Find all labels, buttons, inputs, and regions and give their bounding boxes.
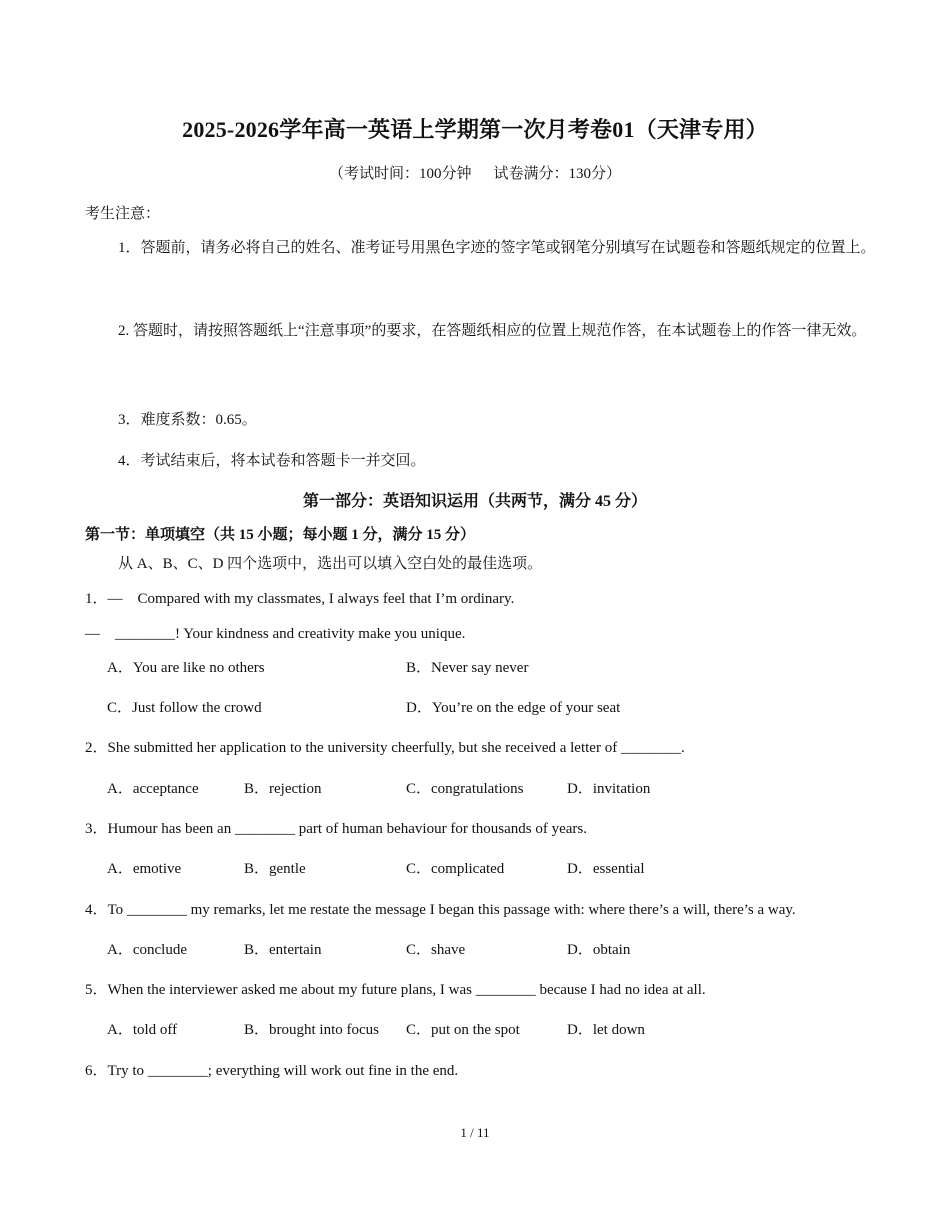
question-2-option-a[interactable]: A．acceptance — [107, 781, 199, 797]
notice-heading: 考生注意： — [85, 206, 161, 222]
part-title: 第一部分：英语知识运用（共两节，满分 45 分） — [302, 493, 647, 510]
notice-item-3: 3．难度系数：0.65。 — [118, 412, 257, 428]
question-2-option-c[interactable]: C．congratulations — [406, 781, 524, 797]
question-4-option-d[interactable]: D．obtain — [567, 942, 631, 958]
notice-item-4: 4．考试结束后，将本试卷和答题卡一并交回。 — [118, 453, 426, 469]
question-4-stem: 4．To ________ my remarks, let me restate the message I began this passage with: where there’s a will, there’s a way. — [85, 902, 796, 918]
question-1-option-c[interactable]: C．Just follow the crowd — [107, 700, 262, 716]
notice-item-2: 2. 答题时，请按照答题纸上“注意事项”的要求，在答题纸相应的位置上规范作答，在本试题卷上的作答一律无效。 — [118, 323, 867, 339]
question-3-option-a[interactable]: A．emotive — [107, 861, 182, 877]
notice-item-1: 1．答题前，请务必将自己的姓名、准考证号用黑色字迹的签字笔或钢笔分别填写在试题卷和答题纸规定的位置上。 — [118, 240, 876, 256]
question-2-stem: 2．She submitted her application to the university cheerfully, but she received a letter of ________. — [85, 740, 685, 756]
question-5-option-c[interactable]: C．put on the spot — [406, 1022, 520, 1038]
exam-info — [0, 162, 950, 183]
score-info: 试卷满分：130分） — [493, 166, 622, 182]
question-5-option-b[interactable]: B．brought into focus — [244, 1022, 379, 1038]
question-1-option-d[interactable]: D．You’re on the edge of your seat — [406, 700, 621, 716]
question-5-stem: 5．When the interviewer asked me about my future plans, I was ________ because I had no idea at all. — [85, 982, 706, 998]
question-6-stem: 6．Try to ________; everything will work out fine in the end. — [85, 1063, 459, 1079]
question-3-option-b[interactable]: B．gentle — [244, 861, 306, 877]
page-number: 1 / 11 — [460, 1125, 490, 1140]
question-1-option-a[interactable]: A．You are like no others — [107, 660, 265, 676]
question-2-option-b[interactable]: B．rejection — [244, 781, 322, 797]
question-3-option-c[interactable]: C．complicated — [406, 861, 505, 877]
question-2-option-d[interactable]: D．invitation — [567, 781, 651, 797]
page-title: 2025-2026学年高一英语上学期第一次月考卷01（天津专用） — [182, 117, 768, 142]
question-4-option-b[interactable]: B．entertain — [244, 942, 322, 958]
question-4-option-c[interactable]: C．shave — [406, 942, 466, 958]
question-4-option-a[interactable]: A．conclude — [107, 942, 187, 958]
question-1-option-b[interactable]: B．Never say never — [406, 660, 529, 676]
question-1-line-1: 1．— Compared with my classmates, I always feel that I’m ordinary. — [85, 591, 515, 607]
question-3-option-d[interactable]: D．essential — [567, 861, 645, 877]
question-5-option-d[interactable]: D．let down — [567, 1022, 645, 1038]
instruction: 从 A、B、C、D 四个选项中，选出可以填入空白处的最佳选项。 — [118, 556, 543, 572]
question-1-line-2: — ________! Your kindness and creativity make you unique. — [85, 626, 466, 642]
time-info: （考试时间：100分钟 — [328, 166, 472, 182]
section-title: 第一节：单项填空（共 15 小题；每小题 1 分，满分 15 分） — [85, 527, 476, 543]
question-3-stem: 3．Humour has been an ________ part of human behaviour for thousands of years. — [85, 821, 587, 837]
question-5-option-a[interactable]: A．told off — [107, 1022, 178, 1038]
